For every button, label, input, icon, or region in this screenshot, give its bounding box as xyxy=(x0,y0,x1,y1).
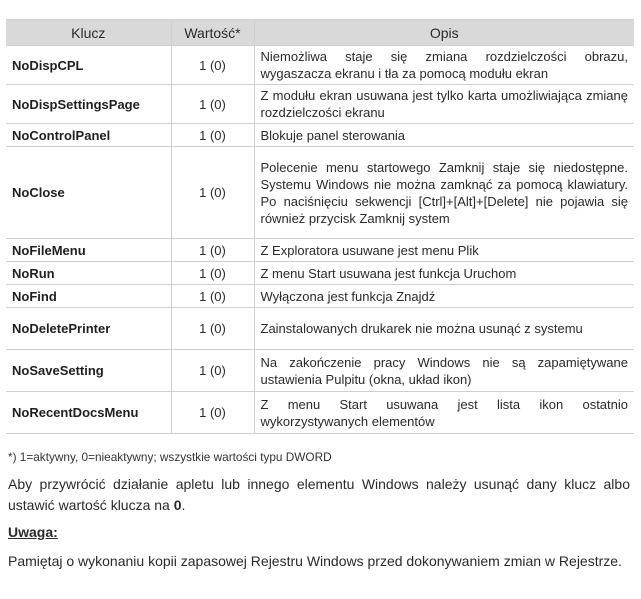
key-value-zero: 0 xyxy=(173,497,182,513)
description-cell: Wyłączona jest funkcja Znajdź xyxy=(254,285,634,308)
value-cell: 1 (0) xyxy=(171,46,254,85)
key-cell: NoClose xyxy=(6,147,171,239)
description-cell: Z menu Start usuwana jest funkcja Uruchom xyxy=(254,262,634,285)
table-footnote: *) 1=aktywny, 0=nieaktywny; wszystkie wartości typu DWORD xyxy=(8,450,332,464)
description-cell: Polecenie menu startowego Zamknij staje się niedostępne. Systemu Windows nie można zamknąć za pomocą klawiatury. Po naciśnięciu sekwencji [Ctrl]+[Alt]+[Delete] nie pojawia się również przycisk Zamknij system xyxy=(254,147,634,239)
key-cell: NoSaveSetting xyxy=(6,350,171,392)
table-row xyxy=(6,285,634,308)
note-text: Pamiętaj o wykonaniu kopii zapasowej Rejestru Windows przed dokonywaniem zmian w Rejestrze. xyxy=(8,553,622,569)
key-cell: NoDispCPL xyxy=(6,46,171,85)
column-header-key: Klucz xyxy=(6,20,171,46)
description-cell: Z modułu ekran usuwana jest tylko karta umożliwiająca zmianę rozdzielczości ekranu xyxy=(254,85,634,124)
key-cell: NoDeletePrinter xyxy=(6,308,171,350)
column-header-description: Opis xyxy=(254,20,634,46)
registry-keys-table xyxy=(6,19,634,434)
note-heading: Uwaga: xyxy=(8,524,58,540)
description-cell: Z Exploratora usuwane jest menu Plik xyxy=(254,239,634,262)
table-row xyxy=(6,239,634,262)
key-cell: NoRun xyxy=(6,262,171,285)
table-row xyxy=(6,262,634,285)
table-row xyxy=(6,308,634,350)
restore-instructions-text: Aby przywrócić działanie apletu lub innego elementu Windows należy usunąć dany klucz albo ustawić wartość klucza na xyxy=(8,476,630,513)
paragraph-period: . xyxy=(181,497,186,513)
description-cell: Z menu Start usuwana jest lista ikon ostatnio wykorzystywanych elementów xyxy=(254,392,634,434)
key-cell: NoRecentDocsMenu xyxy=(6,392,171,434)
value-cell: 1 (0) xyxy=(171,147,254,239)
value-cell: 1 (0) xyxy=(171,350,254,392)
table-row xyxy=(6,46,634,85)
value-cell: 1 (0) xyxy=(171,308,254,350)
description-cell: Blokuje panel sterowania xyxy=(254,124,634,147)
value-cell: 1 (0) xyxy=(171,239,254,262)
table-header-row xyxy=(6,20,634,46)
table-row xyxy=(6,392,634,434)
column-header-value: Wartość* xyxy=(171,20,254,46)
value-cell: 1 (0) xyxy=(171,85,254,124)
table-row xyxy=(6,147,634,239)
value-cell: 1 (0) xyxy=(171,124,254,147)
description-cell: Na zakończenie pracy Windows nie są zapamiętywane ustawienia Pulpitu (okna, układ ikon) xyxy=(254,350,634,392)
value-cell: 1 (0) xyxy=(171,392,254,434)
table-row xyxy=(6,85,634,124)
key-cell: NoDispSettingsPage xyxy=(6,85,171,124)
table-row xyxy=(6,350,634,392)
key-cell: NoFind xyxy=(6,285,171,308)
description-cell: Niemożliwa staje się zmiana rozdzielczości obrazu, wygaszacza ekranu i tła za pomocą modułu ekran xyxy=(254,46,634,85)
key-cell: NoFileMenu xyxy=(6,239,171,262)
value-cell: 1 (0) xyxy=(171,285,254,308)
description-cell: Zainstalowanych drukarek nie można usunąć z systemu xyxy=(254,308,634,350)
restore-instructions-paragraph xyxy=(8,474,630,516)
key-cell: NoControlPanel xyxy=(6,124,171,147)
table-row xyxy=(6,124,634,147)
value-cell: 1 (0) xyxy=(171,262,254,285)
